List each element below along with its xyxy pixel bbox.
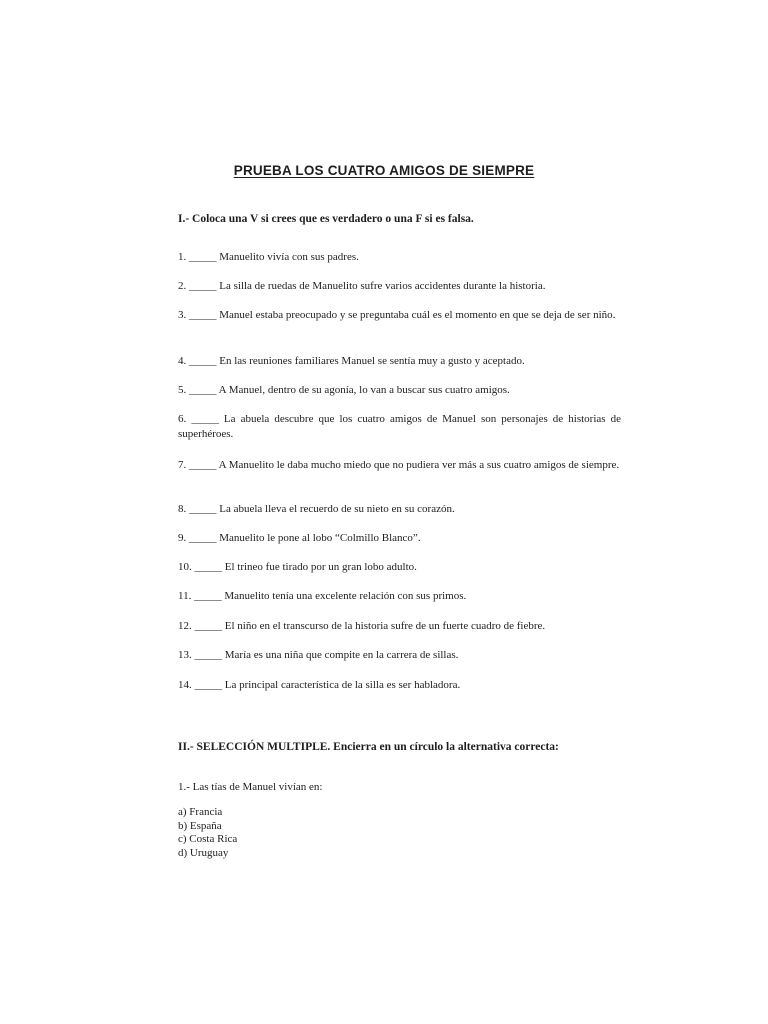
document-title: PRUEBA LOS CUATRO AMIGOS DE SIEMPRE	[233, 163, 535, 178]
tf-item-4	[178, 354, 621, 369]
tf-item-5	[178, 383, 621, 398]
tf-answer-blank[interactable]: _____	[194, 649, 222, 661]
tf-item-14	[178, 678, 621, 693]
tf-item-13	[178, 648, 621, 663]
tf-item-statement: La abuela descubre que los cuatro amigos de Manuel son personajes de historias de superhéroes.	[178, 413, 622, 440]
tf-item-statement: Manuelito vivía con sus padres.	[219, 251, 359, 263]
tf-item-number: 8.	[178, 503, 187, 515]
tf-item-7	[178, 458, 621, 473]
tf-answer-blank[interactable]: _____	[189, 355, 217, 367]
tf-item-11	[178, 589, 621, 604]
tf-item-number: 7.	[178, 459, 187, 471]
multiple-choice-question: 1.- Las tías de Manuel vivían en:	[178, 781, 323, 793]
tf-item-statement: A Manuelito le daba mucho miedo que no pudiera ver más a sus cuatro amigos de siempre.	[218, 459, 620, 471]
tf-item-number: 9.	[178, 532, 187, 544]
tf-item-3	[178, 308, 621, 323]
tf-item-statement: El niño en el transcurso de la historia sufre de un fuerte cuadro de fiebre.	[224, 620, 546, 632]
option-c[interactable]: c) Costa Rica	[178, 833, 238, 845]
tf-item-number: 10.	[178, 561, 192, 573]
tf-item-number: 3.	[178, 309, 187, 321]
tf-item-number: 1.	[178, 251, 187, 263]
tf-item-statement: María es una niña que compite en la carrera de sillas.	[224, 649, 459, 661]
multiple-choice-options	[178, 806, 478, 860]
tf-answer-blank[interactable]: _____	[189, 503, 217, 515]
option-b[interactable]: b) España	[178, 819, 222, 832]
section-2-heading: II.- SELECCIÓN MULTIPLE. Encierra en un círculo la alternativa correcta:	[178, 741, 559, 753]
tf-item-statement: Manuelito tenía una excelente relación con sus primos.	[224, 590, 467, 602]
tf-item-6	[178, 412, 621, 442]
tf-answer-blank[interactable]: _____	[189, 459, 217, 471]
tf-item-statement: La silla de ruedas de Manuelito sufre varios accidentes durante la historia.	[219, 280, 546, 292]
tf-item-number: 12.	[178, 620, 192, 632]
option-a[interactable]: a) Francia	[178, 806, 223, 818]
tf-item-statement: La principal característica de la silla es ser habladora.	[224, 679, 461, 691]
tf-answer-blank[interactable]: _____	[191, 413, 219, 425]
tf-answer-blank[interactable]: _____	[194, 561, 222, 573]
tf-item-10	[178, 560, 621, 575]
tf-item-9	[178, 531, 621, 546]
tf-item-number: 11.	[178, 590, 192, 602]
tf-item-number: 6.	[178, 413, 187, 425]
tf-item-statement: El trineo fue tirado por un gran lobo adulto.	[224, 561, 417, 573]
tf-answer-blank[interactable]: _____	[194, 620, 222, 632]
tf-answer-blank[interactable]: _____	[189, 309, 217, 321]
tf-item-statement: En las reuniones familiares Manuel se sentía muy a gusto y aceptado.	[219, 355, 525, 367]
option-d[interactable]: d) Uruguay	[178, 846, 229, 859]
tf-answer-blank[interactable]: _____	[189, 251, 217, 263]
tf-item-number: 4.	[178, 355, 187, 367]
tf-item-statement: La abuela lleva el recuerdo de su nieto en su corazón.	[219, 503, 455, 515]
tf-item-statement: Manuelito le pone al lobo “Colmillo Blanco”.	[219, 532, 421, 544]
tf-item-2	[178, 279, 621, 294]
tf-item-number: 14.	[178, 679, 192, 691]
tf-item-statement: A Manuel, dentro de su agonía, lo van a buscar sus cuatro amigos.	[218, 384, 510, 396]
section-1-heading: I.- Coloca una V si crees que es verdadero o una F si es falsa.	[178, 213, 474, 225]
tf-answer-blank[interactable]: _____	[194, 679, 222, 691]
tf-answer-blank[interactable]: _____	[194, 590, 222, 602]
tf-item-number: 5.	[178, 384, 187, 396]
tf-answer-blank[interactable]: _____	[189, 280, 217, 292]
tf-item-statement: Manuel estaba preocupado y se preguntaba cuál es el momento en que se deja de ser niño.	[219, 309, 616, 321]
tf-answer-blank[interactable]: _____	[189, 384, 217, 396]
tf-item-1	[178, 250, 621, 265]
tf-item-number: 2.	[178, 280, 187, 292]
tf-item-number: 13.	[178, 649, 192, 661]
tf-answer-blank[interactable]: _____	[189, 532, 217, 544]
tf-item-8	[178, 502, 621, 517]
tf-item-12	[178, 619, 621, 634]
